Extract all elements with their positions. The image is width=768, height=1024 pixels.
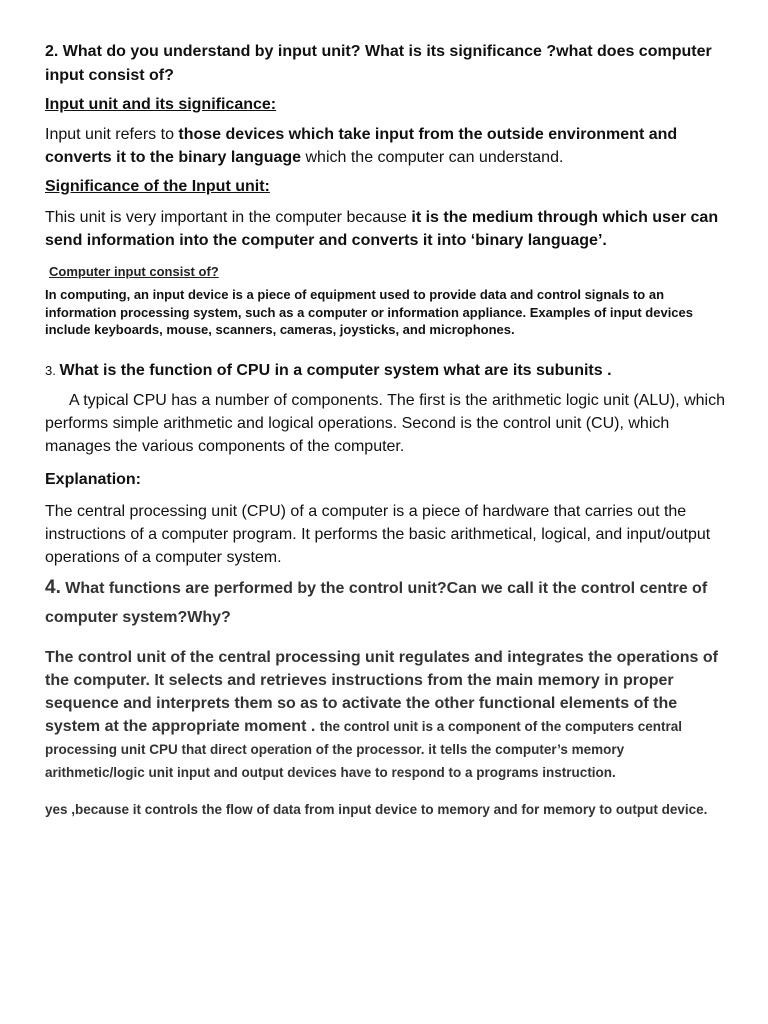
document-page: [45, 40, 725, 821]
definition-text-end: which the computer can understand.: [301, 149, 564, 166]
question-3-number: 3.: [45, 362, 60, 378]
significance-text-bold: it is the medium through which user can send information into the computer and converts it into ‘binary language’.: [45, 209, 719, 249]
cpu-explanation-paragraph: The central processing unit (CPU) of a computer is a piece of hardware that carries out the instructions of a computer program. It performs the basic arithmetical, logical, and input/output operations of a computer system.: [45, 502, 711, 566]
control-unit-paragraph: [45, 646, 725, 784]
significance-heading: Significance of the Input unit:: [45, 178, 270, 195]
question-4-title: What functions are performed by the control unit?Can we call it the control centre of computer system?Why?: [45, 579, 708, 626]
definition-text-start: Input unit refers to: [45, 126, 179, 143]
question-3-title: What is the function of CPU in a computer system what are its subunits .: [59, 361, 612, 379]
cpu-components-paragraph: A typical CPU has a number of components. The first is the arithmetic logic unit (ALU), which performs simple arithmetic and logical operations. Second is the control unit (CU), which manages the various components of the computer.: [45, 391, 725, 455]
question-3-heading: [45, 359, 725, 383]
question-4-heading: [45, 573, 725, 632]
input-unit-significance-heading: Input unit and its significance:: [45, 96, 277, 113]
control-centre-answer: yes ,because it controls the flow of data from input device to memory and for memory to output device.: [45, 801, 708, 817]
input-consist-heading: Computer input consist of?: [49, 264, 219, 279]
question-2-heading: 2. What do you understand by input unit? What is its significance ?what does computer input consist of?: [45, 43, 712, 84]
explanation-heading: Explanation:: [45, 470, 142, 488]
significance-text-plain: This unit is very important in the computer because: [45, 209, 412, 226]
input-unit-definition: [45, 123, 725, 169]
question-4-number: 4.: [45, 576, 61, 598]
definition-text-bold: those devices which take input from the outside environment and converts it to the binary language: [45, 126, 678, 166]
control-unit-text-large: The control unit of the central processing unit regulates and integrates the operations of the computer. It selects and retrieves instructions from the main memory in proper sequence and interprets them so as to activate the other functional elements of the system at the appropriate moment .: [45, 648, 718, 735]
input-devices-paragraph: In computing, an input device is a piece of equipment used to provide data and control signals to an information processing system, such as a computer or information appliance. Examples of input devices include keyboards, mouse, scanners, cameras, joysticks, and microphones.: [45, 287, 693, 337]
control-unit-text-small: the control unit is a component of the computers central processing unit CPU that direct operation of the processor. it tells the computer’s memory arithmetic/logic unit input and output devices have to respond to a programs instruction.: [45, 718, 683, 780]
significance-paragraph: [45, 206, 725, 252]
